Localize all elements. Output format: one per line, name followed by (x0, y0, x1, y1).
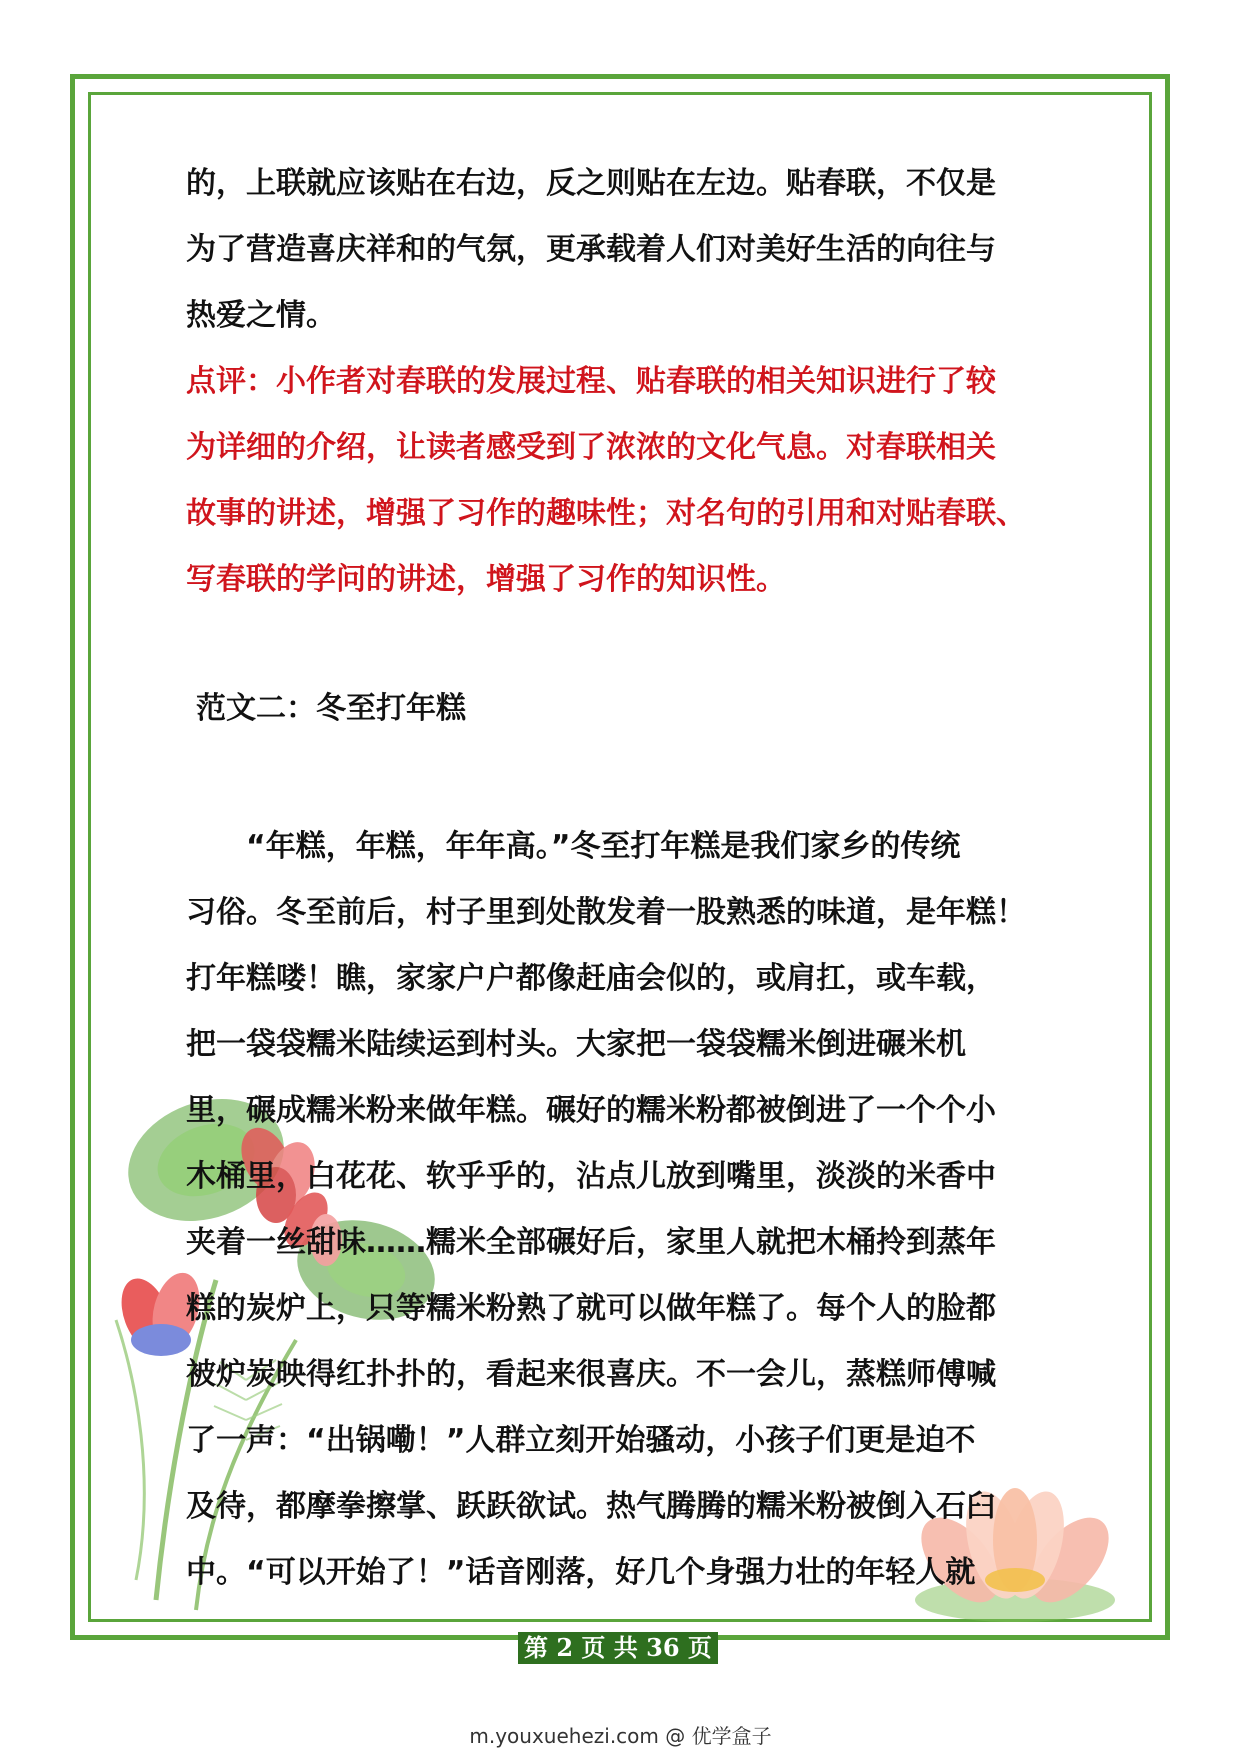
comment-paragraph (186, 349, 1056, 613)
text-line: 把一袋袋糯米陆续运到村头。大家把一袋袋糯米倒进碾米机 (186, 1027, 966, 1062)
text-line: 被炉炭映得红扑扑的，看起来很喜庆。不一会儿，蒸糕师傅喊 (186, 1357, 996, 1392)
text-line: 及待，都摩拳擦掌、跃跃欲试。热气腾腾的糯米粉被倒入石臼 (186, 1489, 996, 1524)
text-line: 中。“可以开始了！”话音刚落，好几个身强力壮的年轻人就 (186, 1555, 976, 1590)
text-line: 木桶里，白花花、软乎乎的，沾点儿放到嘴里，淡淡的米香中 (186, 1159, 996, 1194)
text-line: 热爱之情。 (186, 298, 336, 333)
text-line: 打年糕喽！瞧，家家户户都像赶庙会似的，或肩扛，或车载， (186, 961, 996, 996)
text-line: 习俗。冬至前后，村子里到处散发着一股熟悉的味道，是年糕！ (186, 895, 1026, 930)
text-line: 为了营造喜庆祥和的气氛，更承载着人们对美好生活的向往与 (186, 232, 996, 267)
comment-line: 故事的讲述，增强了习作的趣味性；对名句的引用和对贴春联、 (186, 496, 1026, 531)
comment-line: 点评：小作者对春联的发展过程、贴春联的相关知识进行了较 (186, 364, 996, 399)
essay-title: 范文二：冬至打年糕 (196, 691, 466, 726)
essay-body (186, 814, 1056, 1606)
comment-line: 为详细的介绍，让读者感受到了浓浓的文化气息。对春联相关 (186, 430, 996, 465)
text-line: “年糕，年糕，年年高。”冬至打年糕是我们家乡的传统 (186, 829, 961, 864)
page-indicator: 第 2 页 共 36 页 (518, 1632, 718, 1664)
footer-watermark: m.youxuehezi.com @ 优学盒子 (469, 1724, 772, 1748)
text-line: 糕的炭炉上，只等糯米粉熟了就可以做年糕了。每个人的脸都 (186, 1291, 996, 1326)
intro-paragraph (186, 151, 1056, 349)
text-line: 夹着一丝甜味……糯米全部碾好后，家里人就把木桶拎到蒸年 (186, 1225, 996, 1260)
text-line: 里，碾成糯米粉来做年糕。碾好的糯米粉都被倒进了一个个小 (186, 1093, 996, 1128)
text-line: 的，上联就应该贴在右边，反之则贴在左边。贴春联，不仅是 (186, 166, 996, 201)
text-line: 了一声：“出锅嘞！”人群立刻开始骚动，小孩子们更是迫不 (186, 1423, 976, 1458)
comment-line: 写春联的学问的讲述，增强了习作的知识性。 (186, 562, 786, 597)
